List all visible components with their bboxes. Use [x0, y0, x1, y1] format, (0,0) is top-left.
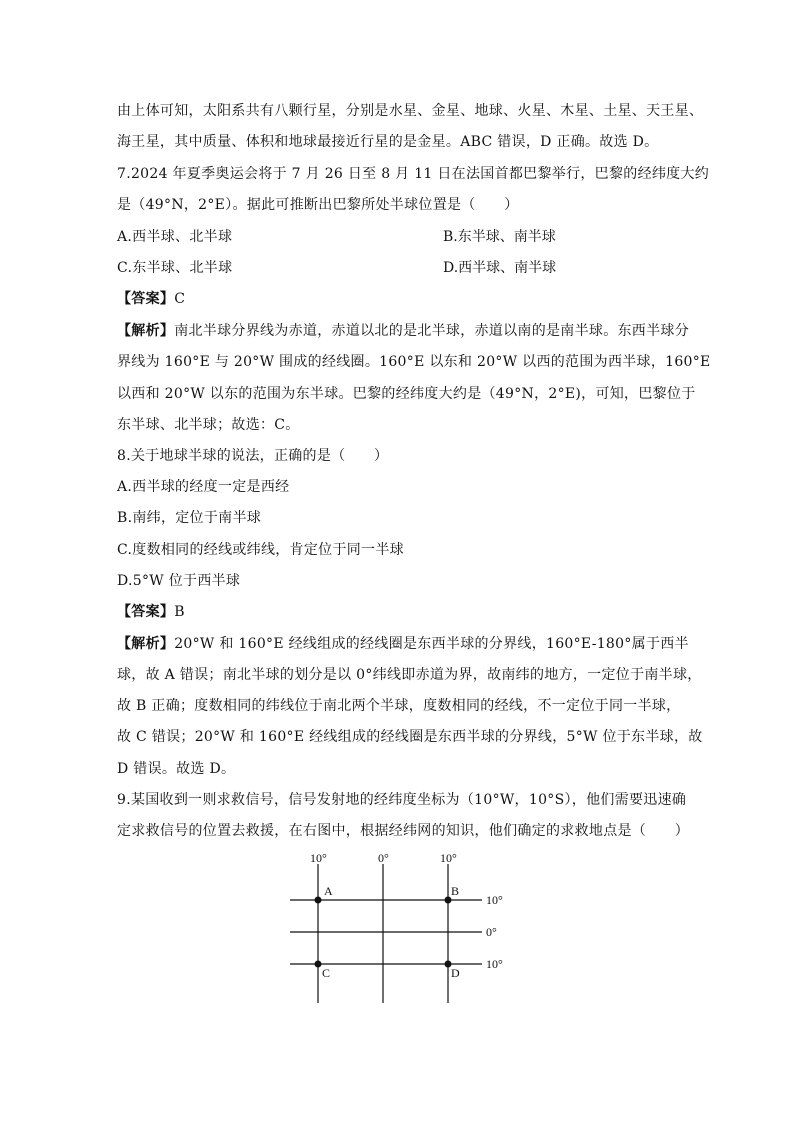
- intro-line-2: 海王星，其中质量、体积和地球最接近行星的是金星。ABC 错误，D 正确。故选 D。: [117, 134, 659, 150]
- q7-option-b: B.东半球、南半球: [443, 229, 556, 245]
- analysis-tag: 【解析】: [117, 636, 175, 652]
- q7-stem-2: 是（49°N，2°E）。据此可推断出巴黎所处半球位置是（ ）: [117, 197, 519, 213]
- q8-analysis-2: 球，故 A 错误；南北半球的划分是以 0°纬线即赤道为界，故南纬的地方，一定位于南半球，: [117, 667, 702, 683]
- point-b-label: B: [451, 884, 460, 898]
- q8-analysis-3: 故 B 正确；度数相同的纬线位于南北两个半球，度数相同的经线，不一定位于同一半球，: [117, 698, 681, 714]
- intro-line-1: 由上体可知，太阳系共有八颗行星，分别是水星、金星、地球、火星、木星、土星、天王星、: [117, 103, 704, 119]
- point-c-dot: [315, 961, 322, 968]
- q8-answer: [117, 602, 185, 622]
- right-label-10n: 10°: [486, 893, 503, 907]
- q8-analysis-1: [117, 634, 689, 654]
- top-label-10w: 10°: [310, 851, 327, 865]
- analysis-text: 20°W 和 160°E 经线组成的经线圈是东西半球的分界线，160°E-180°属于西半: [174, 636, 689, 652]
- q9-stem-2: 定求救信号的位置去救援，在右图中，根据经纬网的知识，他们确定的求救地点是（ ）: [117, 823, 689, 839]
- q8-option-a: A.西半球的经度一定是西经: [117, 479, 290, 495]
- q8-option-d: D.5°W 位于西半球: [117, 573, 241, 589]
- right-label-0: 0°: [486, 925, 497, 939]
- q8-option-c: C.度数相同的经线或纬线，肯定位于同一半球: [117, 542, 404, 558]
- lat-lon-grid-figure: [284, 850, 514, 1005]
- q7-option-d: D.西半球、南半球: [443, 260, 557, 276]
- q7-analysis-4: 东半球、北半球；故选：C。: [117, 417, 300, 433]
- point-a-label: A: [324, 884, 333, 898]
- q7-option-a: A.西半球、北半球: [117, 229, 233, 245]
- answer-value: C: [174, 291, 186, 307]
- q7-stem-1: 7.2024 年夏季奥运会将于 7 月 26 日至 8 月 11 日在法国首都巴黎举行，巴黎的经纬度大约: [117, 166, 710, 182]
- q7-analysis-1: [117, 321, 689, 341]
- answer-tag: 【答案】: [117, 291, 175, 307]
- point-a-dot: [315, 897, 322, 904]
- answer-value: B: [174, 604, 185, 620]
- point-c-label: C: [322, 966, 331, 980]
- q7-answer: [117, 289, 185, 309]
- q7-analysis-3: 以西和 20°W 以东的范围为东半球。巴黎的经纬度大约是（49°N，2°E)，可知，巴黎位于: [117, 386, 696, 402]
- top-label-0: 0°: [378, 851, 389, 865]
- q8-analysis-5: D 错误。故选 D。: [117, 761, 236, 777]
- q8-stem: 8.关于地球半球的说法，正确的是（ ）: [117, 448, 389, 464]
- q7-option-c: C.东半球、北半球: [117, 260, 233, 276]
- grid-svg: [284, 850, 514, 1005]
- analysis-text: 南北半球分界线为赤道，赤道以北的是北半球，赤道以南的是南半球。东西半球分: [174, 323, 690, 339]
- answer-tag: 【答案】: [117, 604, 175, 620]
- q8-analysis-4: 故 C 错误；20°W 和 160°E 经线组成的经线圈是东西半球的分界线，5°W 位于东半球，故: [117, 729, 703, 745]
- q7-analysis-2: 界线为 160°E 与 20°W 围成的经线圈。160°E 以东和 20°W 以西的范围为西半球，160°E: [117, 354, 711, 370]
- analysis-tag: 【解析】: [117, 323, 175, 339]
- q8-option-b: B.南纬，定位于南半球: [117, 510, 262, 526]
- point-d-label: D: [451, 966, 460, 980]
- top-label-10e: 10°: [440, 851, 457, 865]
- q9-stem-1: 9.某国收到一则求救信号，信号发射地的经纬度坐标为（10°W，10°S），他们需要迅速确: [117, 792, 687, 808]
- right-label-10s: 10°: [486, 957, 503, 971]
